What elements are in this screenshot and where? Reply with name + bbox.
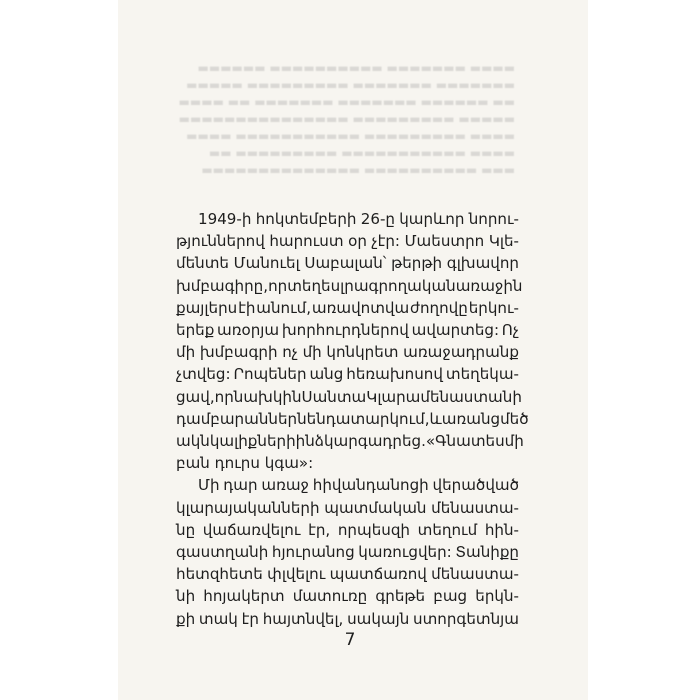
word: գաստղանի [176,543,269,562]
word: և [429,409,442,428]
text-line [176,363,519,385]
word: 26-ը [360,210,395,228]
word: անում, [256,298,312,317]
word: հին- [484,520,519,539]
text-line [176,208,519,230]
text-line [176,297,519,319]
word: առօրյա [217,321,280,340]
word: նը [176,520,196,539]
word: դամբարաններն [176,409,307,428]
word: ես [321,276,341,295]
word: երկու- [468,298,519,317]
text-line [176,519,519,541]
word: 1949-ի [198,210,252,228]
word: Սաբալան՝ [304,254,387,273]
word: մենաստանի [420,387,522,406]
word: մի [504,432,524,451]
word: մեծ [500,409,529,428]
text-line [176,474,519,496]
word: էր [241,609,259,628]
word: հետզհետե [176,565,263,584]
text-line [176,585,519,607]
word: անց [309,365,344,384]
word: խմբագիրը, [176,276,269,295]
word: առաջ [261,476,310,495]
word: ոչ [282,343,298,362]
word: հեռախոսով [346,365,443,384]
word: Րոպեներ [233,365,307,384]
word: են [306,409,326,428]
word: խորհուրդներով [281,321,409,340]
word: Մաեստրո [404,232,485,251]
word: առանց [441,409,501,428]
word: նախկին [233,387,302,406]
word: որպեսզի [337,520,410,539]
word: մի [176,343,196,362]
word: կառուցվեր: [358,543,452,562]
word: թերթի [391,254,443,273]
word: առավոտվա [311,298,410,317]
word: Կլե- [488,232,519,251]
text-line [176,541,519,563]
word: Մի [198,476,220,495]
word: մենտե [176,254,229,273]
word: կարևոր [399,210,465,228]
word: Մանուել [233,254,300,273]
word: ակնկալիքների [176,432,296,451]
word: որտեղ [268,276,322,295]
word: կլարայականների [176,498,320,517]
word: Սանտա [301,387,367,406]
word: տեղեկա- [445,365,519,384]
text-line [176,563,519,585]
word: հայտնվել, [262,609,344,628]
text-line [176,497,519,519]
text-line [176,430,524,452]
word: գրեթե [375,587,426,606]
word: ցավ, [176,387,215,406]
word: հոկտեմբերի [255,210,357,228]
word: դատարկում, [325,409,430,428]
body-text [176,208,529,630]
word: Տանիքը [455,543,519,562]
word: գլխավոր [446,254,519,273]
text-line [176,341,519,363]
word: առաջադրանք [403,343,519,362]
word: քայլերս [176,298,238,317]
word: քի [176,609,196,628]
word: պատմական [324,498,427,517]
text-line [176,608,519,630]
word: ստորգետնյա [413,609,519,628]
word: տեղում [417,520,478,539]
text-line [176,275,523,297]
text-line [176,408,529,430]
word: կարգադրեց. [323,432,426,451]
word: առաջին [455,276,523,295]
word: փլվելու [267,565,326,584]
word: նի [176,587,196,606]
word: տես [470,432,505,451]
word: օր [348,232,367,251]
word: Ոչ [501,321,519,340]
word: «Գնա [425,432,471,451]
word: Կլարա [366,387,421,406]
word: երեք [176,321,215,340]
word: հոյակերտ [203,587,285,606]
word: դար [223,476,258,495]
word: հյուրանոց [271,543,355,562]
word: նորու- [468,210,519,228]
word: հարուստ [269,232,344,251]
text-line [176,230,519,252]
word: ժողովը [410,298,468,317]
word: ինձ [295,432,324,451]
word: խմբագրի [199,343,278,362]
word: վերածված [432,476,519,495]
word: լրագրողական [340,276,456,295]
word: էր, [308,520,331,539]
word: հիվանդանոցի [312,476,429,495]
word: երկն- [475,587,519,606]
word: ավարտեց: [411,321,500,340]
text-line [176,386,522,408]
word: թյուններով [176,232,265,251]
word: վաճառվելու [202,520,301,539]
text-line [176,319,519,341]
page-number: 7 [344,630,356,650]
word: մենաստա- [431,498,519,517]
word: էի [238,298,256,317]
word: չտվեց: [176,365,231,384]
word: որ [214,387,234,406]
word: կոնկրետ [326,343,399,362]
word: մի [302,343,322,362]
word: բաց [433,587,468,606]
word: տակ [198,609,238,628]
text-line [176,252,519,274]
word: մենաստա- [431,565,519,584]
show-through-text: ▬▬▬▬ ▬▬▬▬▬▬▬ ▬▬▬▬▬▬▬▬▬▬ ▬▬▬▬▬▬ ▬▬▬▬▬▬▬ ▬▬▬▬▬▬▬ ▬▬▬▬▬▬▬▬▬ ▬▬▬▬▬ ▬▬ ▬▬▬▬▬▬ ▬▬▬▬▬▬▬ ▬▬▬▬▬▬▬ ▬▬ ▬▬▬▬ ▬▬▬▬▬ ▬▬▬▬▬▬▬▬▬ ▬▬▬▬▬▬▬▬▬▬▬▬▬▬▬ ▬▬▬▬ ▬▬▬▬▬▬▬▬▬ ▬▬▬▬▬▬▬▬▬▬▬ ▬▬▬▬ ▬▬▬▬ ▬▬▬▬▬▬▬▬▬▬▬ ▬▬▬▬▬▬▬▬▬ ▬▬ ▬▬▬ ▬▬▬▬▬▬▬▬▬▬ ▬▬▬▬▬▬▬▬▬▬▬▬▬▬ [178,61,515,177]
word: պատճառով [329,565,427,584]
word: մատուռը [292,587,368,606]
word: սակայն [347,609,410,628]
text-line: բան դուրս կգա»: [176,454,314,473]
word: չէր: [371,232,401,251]
